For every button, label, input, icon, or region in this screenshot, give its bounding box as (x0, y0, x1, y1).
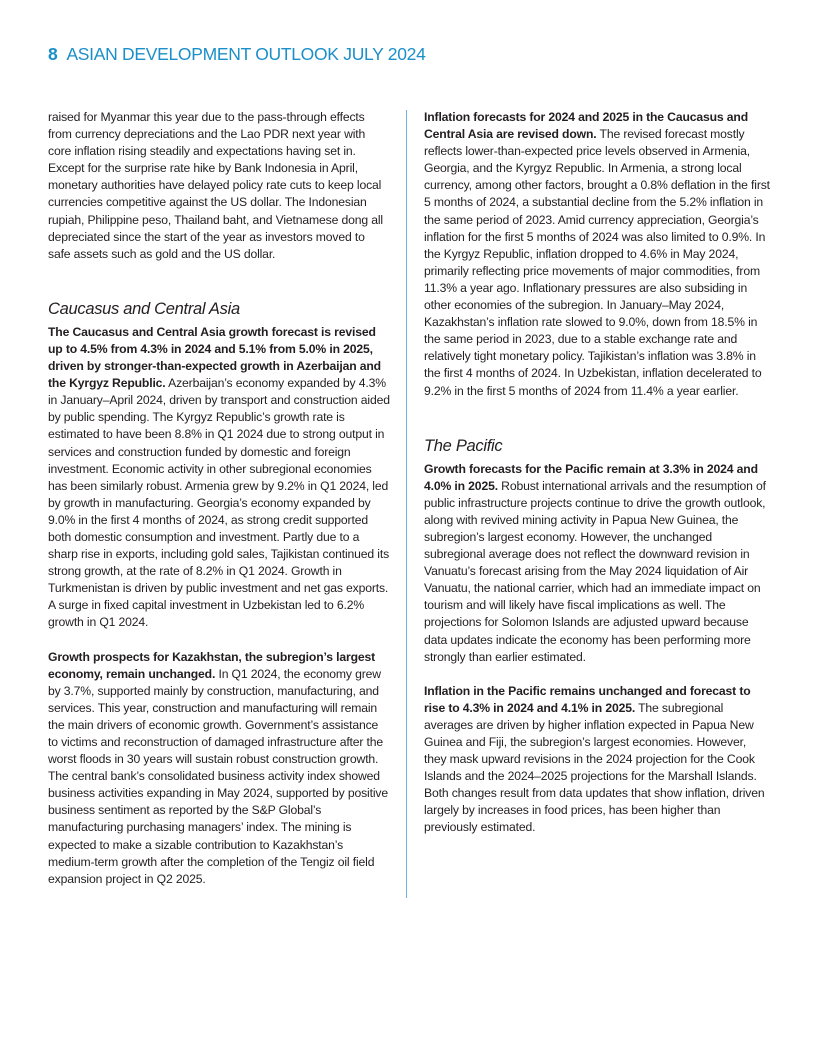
publication-title: ASIAN DEVELOPMENT OUTLOOK JULY 2024 (66, 44, 426, 64)
section-heading-pacific: The Pacific (424, 436, 503, 455)
right-column (424, 109, 770, 837)
kazakhstan-paragraph (48, 649, 390, 888)
page-header (48, 44, 426, 65)
pacific-growth-lead: Growth forecasts for the Pacific remain at 3.3% in 2024 and 4.0% in 2025. (424, 461, 758, 493)
column-divider (406, 110, 407, 898)
kazakhstan-lead: Growth prospects for Kazakhstan, the subregion’s largest economy, remain unchanged. (48, 649, 376, 681)
caucasus-growth-lead: The Caucasus and Central Asia growth forecast is revised up to 4.5% from 4.3% in 2024 and 5.1% from 5.0% in 2025, driven by stronger-than-expected growth in Azerbaijan and the Kyrgyz Republic. (48, 324, 381, 391)
caucasus-inflation-paragraph (424, 109, 770, 400)
left-column (48, 109, 390, 888)
intro-paragraph: raised for Myanmar this year due to the pass-through effects from currency depreciations and the Lao PDR next year with core inflation rising steadily and expectations having set in. Except for the surprise rate hike by Bank Indonesia in April, monetary authorities have delayed policy rate cuts to keep local currencies competitive against the US dollar. The Indonesian rupiah, Philippine peso, Thailand baht, and Vietnamese dong all depreciated since the start of the year as investors moved to safe assets such as gold and the US dollar. (48, 110, 383, 261)
caucasus-growth-body: Azerbaijan’s economy expanded by 4.3% in January–April 2024, driven by transport and construction aided by public spending. The Kyrgyz Republic’s growth rate is estimated to have been 8.8% in Q1 2024 due to strong output in services and construction funded by domestic and foreign investment. Economic activity in other subregional economies has been similarly robust. Armenia grew by 9.2% in Q1 2024, led by growth in manufacturing. Georgia’s economy expanded by 9.0% in the first 4 months of 2024, as strong credit supported both domestic consumption and investment. Partly due to a sharp rise in exports, including gold sales, Tajikistan continued its strong growth, at the rate of 8.2% in Q1 2024. Growth in Turkmenistan is driven by public investment and net gas exports. A surge in fixed capital investment in Uzbekistan led to 6.2% growth in Q1 2024. (48, 376, 390, 630)
pacific-inflation-body: The subregional averages are driven by higher inflation expected in Papua New Guinea and Fiji, the subregion’s largest economies. However, they mask upward revisions in the 2024 projection for the Cook Islands and the 2024–2025 projections for the Marshall Islands. Both changes result from data updates that show inflation, driven largely by increases in food prices, has been higher than previously estimated. (424, 700, 765, 835)
pacific-growth-body: Robust international arrivals and the resumption of public infrastructure projects continue to drive the growth outlook, along with revived mining activity in Papua New Guinea, the subregion’s largest economy. However, the unchanged subregional average does not reflect the downward revision in Vanuatu’s forecast arising from the May 2024 liquidation of Air Vanuatu, the national carrier, which had an immediate impact on tourism and will likely have fiscal implications as well. The projections for Solomon Islands are adjusted upward because data updates indicate the economy has been performing more strongly than earlier estimated. (424, 478, 766, 664)
caucasus-growth-paragraph (48, 324, 390, 632)
page-number: 8 (48, 44, 58, 64)
section-heading-caucasus: Caucasus and Central Asia (48, 299, 240, 318)
caucasus-inflation-body: The revised forecast mostly reflects lower-than-expected price levels observed in Armenia, Georgia, and the Kyrgyz Republic. In Armenia, a strong local currency, among other factors, brought a 0.8% deflation in the first 5 months of 2024, a substantial decline from the 5.2% inflation in the same period of 2023. Amid currency appreciation, Georgia’s inflation for the first 5 months of 2024 was also limited to 0.9%. In the Kyrgyz Republic, inflation dropped to 4.6% in May 2024, primarily reflecting price movements of major commodities, from 11.3% a year ago. Inflationary pressures are also subsiding in other economies of the subregion. In January–May 2024, Kazakhstan’s inflation rate slowed to 9.0%, down from 18.5% in the same period in 2023, due to a stable exchange rate and relatively tight monetary policy. Tajikistan’s inflation was 3.8% in the first 4 months of 2024. In Uzbekistan, inflation decelerated to 9.2% in the first 5 months of 2024 from 11.4% a year earlier. (424, 127, 770, 398)
pacific-inflation-lead: Inflation in the Pacific remains unchanged and forecast to rise to 4.3% in 2024 and 4.1% in 2025. (424, 683, 751, 715)
pacific-growth-paragraph (424, 461, 770, 666)
caucasus-inflation-lead: Inflation forecasts for 2024 and 2025 in the Caucasus and Central Asia are revised down. (424, 110, 749, 142)
pacific-inflation-paragraph (424, 683, 770, 837)
kazakhstan-body: In Q1 2024, the economy grew by 3.7%, supported mainly by construction, manufacturing, and services. This year, construction and manufacturing will remain the main drivers of economic growth. Government’s assistance to victims and reconstruction of damaged infrastructure after the worst floods in 30 years will sustain robust construction growth. The central bank’s consolidated business activity index showed business activities expanding in May 2024, supported by positive business sentiment as reported by the S&P Global’s manufacturing purchasing managers’ index. The mining is expected to make a sizable contribution to Kazakhstan’s medium-term growth after the completion of the Tengiz oil field expansion project in Q2 2025. (48, 666, 388, 886)
